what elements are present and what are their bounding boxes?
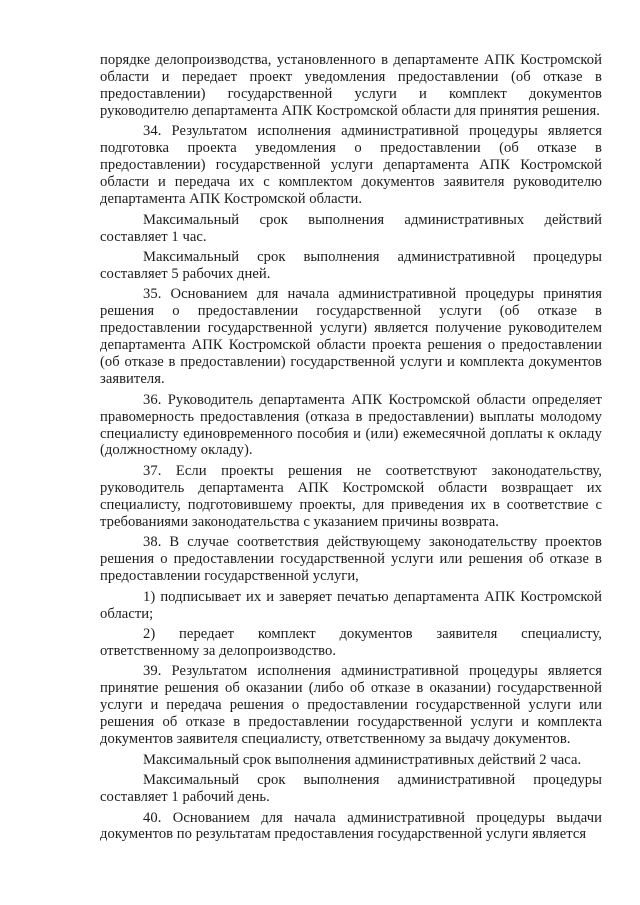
paragraph-38: 38. В случае соответствия действующему законодательству проектов решения о предоставлении государственной услуги или решения об отказе в предоставлении государственной услуги, bbox=[100, 534, 602, 585]
paragraph-37: 37. Если проекты решения не соответствуют законодательству, руководитель департамента АПК Костромской области возвращает их специалисту, подготовившему проекты, для приведения их в соответствие с требованиями законодательства с указанием причины возврата. bbox=[100, 462, 602, 530]
paragraph-39: 39. Результатом исполнения административной процедуры является принятие решения об оказании (либо об отказе в оказании) государственной услуги и передача решения о предоставлении государственной услуги или решения об отказе в предоставлении государственной услуги и комплекта документов заявителя специалисту, ответственному за выдачу документов. bbox=[100, 663, 602, 748]
paragraph-continuation: порядке делопроизводства, установленного в департаменте АПК Костромской области и передает проект уведомления предоставлении (об отказе в предоставлении) государственной услуги и комплект документов руководителю департамента АПК Костромской области для принятия решения. bbox=[100, 52, 602, 119]
paragraph-34-max-procedure: Максимальный срок выполнения административной процедуры составляет 5 рабочих дней. bbox=[100, 248, 602, 282]
paragraph-38-item-1: 1) подписывает их и заверяет печатью департамента АПК Костромской области; bbox=[100, 588, 602, 622]
document-body bbox=[100, 52, 602, 843]
paragraph-40: 40. Основанием для начала административной процедуры выдачи документов по результатам предоставления государственной услуги является bbox=[100, 809, 602, 843]
paragraph-35: 35. Основанием для начала административной процедуры принятия решения о предоставлении государственной услуги (об отказе в предоставлении государственной услуги) является получение руководителем департамента АПК Костромской области проекта решения о предоставлении (об отказе в предоставлении) государственной услуги и комплекта документов заявителя. bbox=[100, 286, 602, 388]
paragraph-38-item-2: 2) передает комплект документов заявителя специалисту, ответственному за делопроизводство. bbox=[100, 626, 602, 659]
paragraph-39-max-procedure: Максимальный срок выполнения административной процедуры составляет 1 рабочий день. bbox=[100, 772, 602, 806]
paragraph-34-max-actions: Максимальный срок выполнения административных действий составляет 1 час. bbox=[100, 211, 602, 245]
paragraph-36: 36. Руководитель департамента АПК Костромской области определяет правомерность предоставления (отказа в предоставлении) выплаты молодому специалисту единовременного пособия и (или) ежемесячной доплаты к окладу (должностному окладу). bbox=[100, 391, 602, 459]
paragraph-39-max-actions: Максимальный срок выполнения административных действий 2 часа. bbox=[143, 751, 582, 768]
paragraph-34: 34. Результатом исполнения административной процедуры является подготовка проекта уведомления о предоставлении (об отказе в предоставлении) государственной услуги департамента АПК Костромской области и передача их с комплектом документов заявителя руководителю департамента АПК Костромской области. bbox=[100, 123, 602, 208]
